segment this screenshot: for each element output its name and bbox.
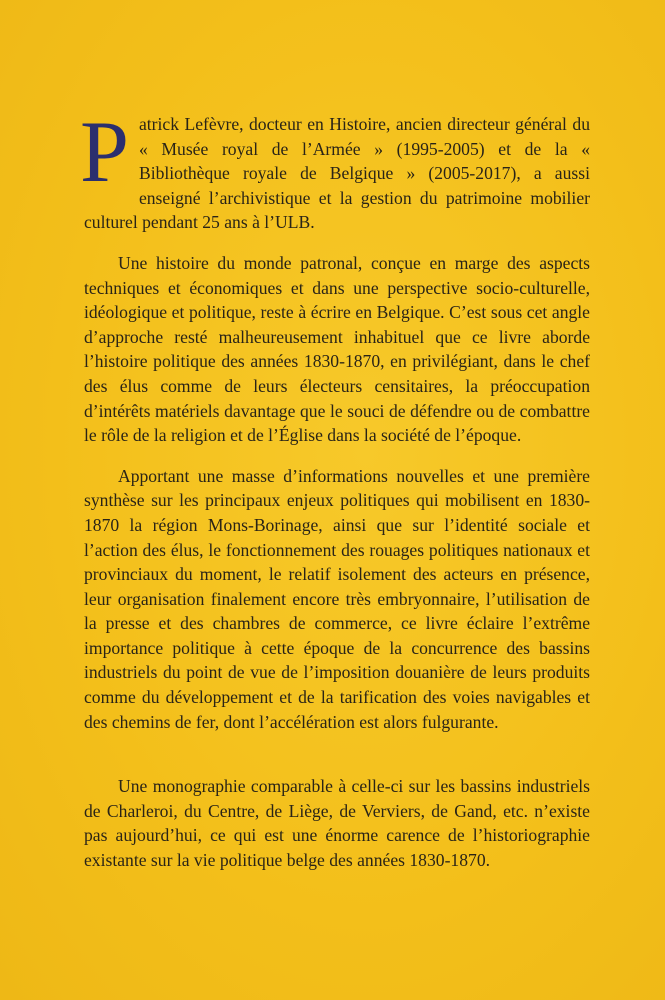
author-bio <box>80 104 590 235</box>
paragraph-conclusion: Une monographie comparable à celle-ci sur les bassins industriels de Charleroi, du Centre, de Liège, de Verviers, de Gand, etc. n’existe pas aujourd’hui, ce qui est une énorme carence de l’historiographie existante sur la vie politique belge des années 1830-1870. <box>84 776 590 871</box>
dropcap-letter: P <box>80 104 129 201</box>
author-bio-text: atrick Lefèvre, docteur en Histoire, ancien directeur général du « Musée royal de l’Armée » (1995-2005) et de la « Bibliothèque royale de Belgique » (2005-2017), a aussi enseigné l’archivistique et la gestion du patrimoine mobilier culturel pendant 25 ans à l’ULB. <box>84 114 590 233</box>
paragraph-intro: Une histoire du monde patronal, conçue en marge des aspects techniques et économiques et dans une perspective socio-culturelle, idéologique et politique, reste à écrire en Belgique. C’est sous cet angle d’approche resté malheureusement inhabituel que ce livre aborde l’histoire politique des années 1830-1870, en privilégiant, dans le chef des élus comme de leurs électeurs censitaires, la préoccupation d’intérêts matériels davantage que le souci de défendre ou de combattre le rôle de la religion et de l’Église dans la société de l’époque. <box>84 252 590 446</box>
paragraph-content: Apportant une masse d’informations nouvelles et une première synthèse sur les principaux enjeux politiques qui mobilisent en 1830-1870 la région Mons-Borinage, ainsi que sur l’identité sociale et l’action des élus, le fonctionnement des rouages politiques nationaux et provinciaux du moment, le relatif isolement des acteurs en présence, leur organisation finalement encore très embryonnaire, l’utilisation de la presse et des chambres de commerce, ce livre éclaire l’extrême importance politique à cette époque de la concurrence des bassins industriels du point de vue de l’imposition douanière de leurs produits comme du développement et de la tarification des voies navigables et des chemins de fer, dont l’accélération est alors fulgurante. <box>84 465 590 732</box>
back-cover-text <box>80 104 590 873</box>
